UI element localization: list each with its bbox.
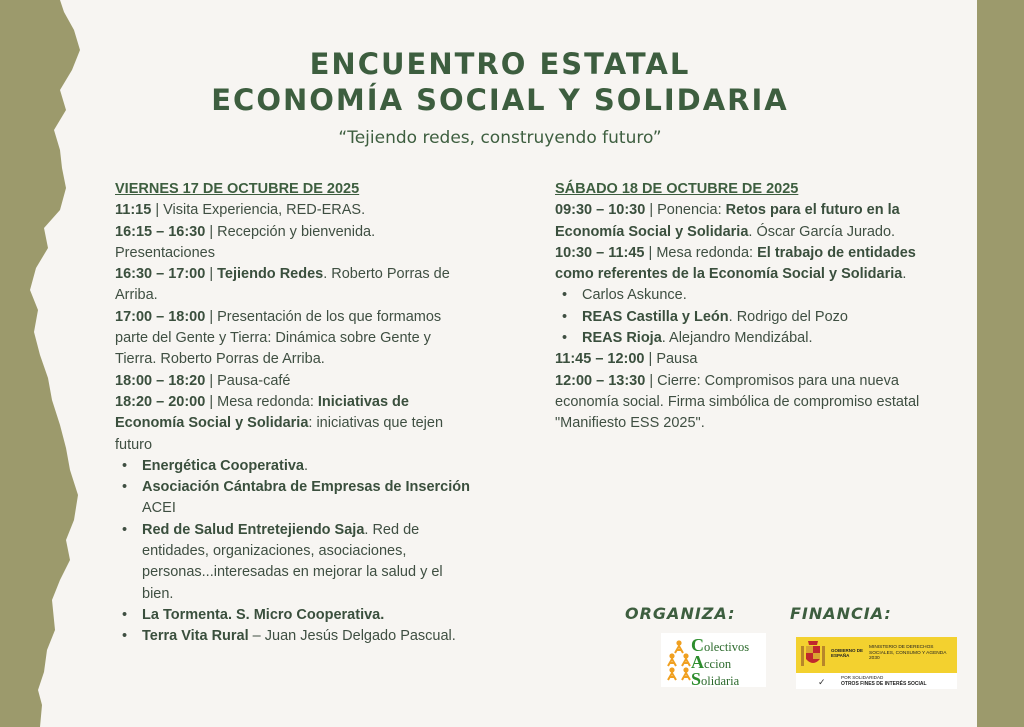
event-text: | Visita Experiencia, RED-ERAS.	[151, 202, 366, 219]
list-item: • Energética Cooperativa.	[142, 456, 475, 477]
cas-logo-text: Colectivos Accion Solidaria	[691, 635, 750, 689]
saturday-event-4	[555, 371, 945, 435]
list-item: • Asociación Cántabra de Empresas de Inserción ACEI	[142, 477, 475, 520]
event-time: 09:30 – 10:30	[555, 202, 646, 219]
event-text: | Cierre: Compromisos para una nueva economía social. Firma simbólica de compromiso estatal "Manifiesto ESS 2025".	[555, 372, 920, 432]
list-item: • Red de Salud Entretejiendo Saja. Red de entidades, organizaciones, asociaciones, personas...interesadas en mejorar la salud y el bien.	[142, 520, 475, 605]
event-time: 16:15 – 16:30	[115, 223, 206, 240]
checkmark-icon: ✓	[818, 677, 826, 687]
event-time: 18:00 – 18:20	[115, 372, 206, 389]
event-sep: | Ponencia:	[645, 202, 726, 219]
saturday-heading: SÁBADO 18 DE OCTUBRE DE 2025	[555, 181, 799, 197]
event-text: . Roberto Porras de Arriba.	[115, 266, 450, 304]
friday-event-2	[115, 222, 475, 265]
colectivos-accion-solidaria-logo	[661, 633, 766, 687]
friday-event-4	[115, 307, 475, 371]
saturday-event-3	[555, 349, 945, 370]
event-text: . Óscar García Jurado.	[748, 223, 896, 240]
event-text: .	[902, 266, 907, 283]
financia-label: FINANCIA:	[790, 604, 892, 623]
title-line-1: ENCUENTRO ESTATAL	[309, 47, 691, 81]
event-text: | Pausa-café	[205, 372, 291, 389]
event-bold: Tejiendo Redes	[217, 266, 324, 283]
otros-fines-text: OTROS FINES DE INTERÉS SOCIAL	[841, 681, 927, 687]
friday-initiatives-list	[115, 456, 475, 648]
organiza-label: ORGANIZA:	[625, 604, 736, 623]
gobierno-text: GOBIERNO DE ESPAÑA	[831, 648, 864, 658]
event-sep: |	[205, 266, 218, 283]
list-item: • La Tormenta. S. Micro Cooperativa.	[142, 605, 475, 626]
event-text: : iniciativas que tejen futuro	[115, 415, 444, 453]
event-bold: El trabajo de entidades como referentes de la Economía Social y Solidaria	[555, 244, 916, 283]
list-item: • REAS Castilla y León. Rodrigo del Pozo	[582, 307, 945, 328]
event-time: 18:20 – 20:00	[115, 393, 206, 410]
solidaridad-text: POR SOLIDARIDAD	[841, 675, 884, 680]
event-time: 11:45 – 12:00	[555, 351, 645, 368]
event-text: | Recepción y bienvenida. Presentaciones	[115, 223, 376, 261]
event-bold: Iniciativas de Economía Social y Solidaria	[115, 393, 409, 432]
event-sep: | Mesa redonda:	[205, 393, 318, 410]
friday-event-3	[115, 264, 475, 307]
list-item: • Terra Vita Rural – Juan Jesús Delgado Pascual.	[142, 626, 475, 647]
friday-event-1	[115, 200, 475, 221]
event-time: 12:00 – 13:30	[555, 372, 646, 389]
coat-of-arms-icon	[800, 640, 826, 670]
event-time: 10:30 – 11:45	[555, 244, 645, 261]
saturday-column	[555, 179, 945, 435]
people-figures-icon	[665, 639, 693, 683]
event-time: 16:30 – 17:00	[115, 266, 206, 283]
list-item: • Carlos Askunce.	[582, 285, 945, 306]
event-time: 11:15	[115, 202, 152, 219]
gobierno-espana-logo	[796, 637, 957, 689]
friday-column	[115, 179, 475, 648]
title-line-2: ECONOMÍA SOCIAL Y SOLIDARIA	[211, 83, 789, 117]
event-time: 17:00 – 18:00	[115, 308, 206, 325]
friday-event-6	[115, 392, 475, 456]
ministerio-text: MINISTERIO DE DERECHOS SOCIALES, CONSUMO Y AGENDA 2030	[869, 645, 947, 662]
saturday-event-1	[555, 200, 945, 243]
event-text: | Presentación de los que formamos parte del Gente y Tierra: Dinámica sobre Gente y Tierra. Roberto Porras de Arriba.	[115, 308, 442, 368]
subtitle: “Tejiendo redes, construyendo futuro”	[338, 128, 662, 148]
saturday-event-2	[555, 243, 945, 286]
event-sep: | Mesa redonda:	[644, 244, 758, 261]
friday-heading: VIERNES 17 DE OCTUBRE DE 2025	[115, 181, 360, 197]
event-bold: Retos para el futuro en la Economía Social y Solidaria	[555, 202, 900, 240]
event-text: | Pausa	[644, 351, 698, 368]
list-item: • REAS Rioja. Alejandro Mendizábal.	[582, 328, 945, 349]
friday-event-5	[115, 371, 475, 392]
saturday-speakers-list	[555, 285, 945, 349]
